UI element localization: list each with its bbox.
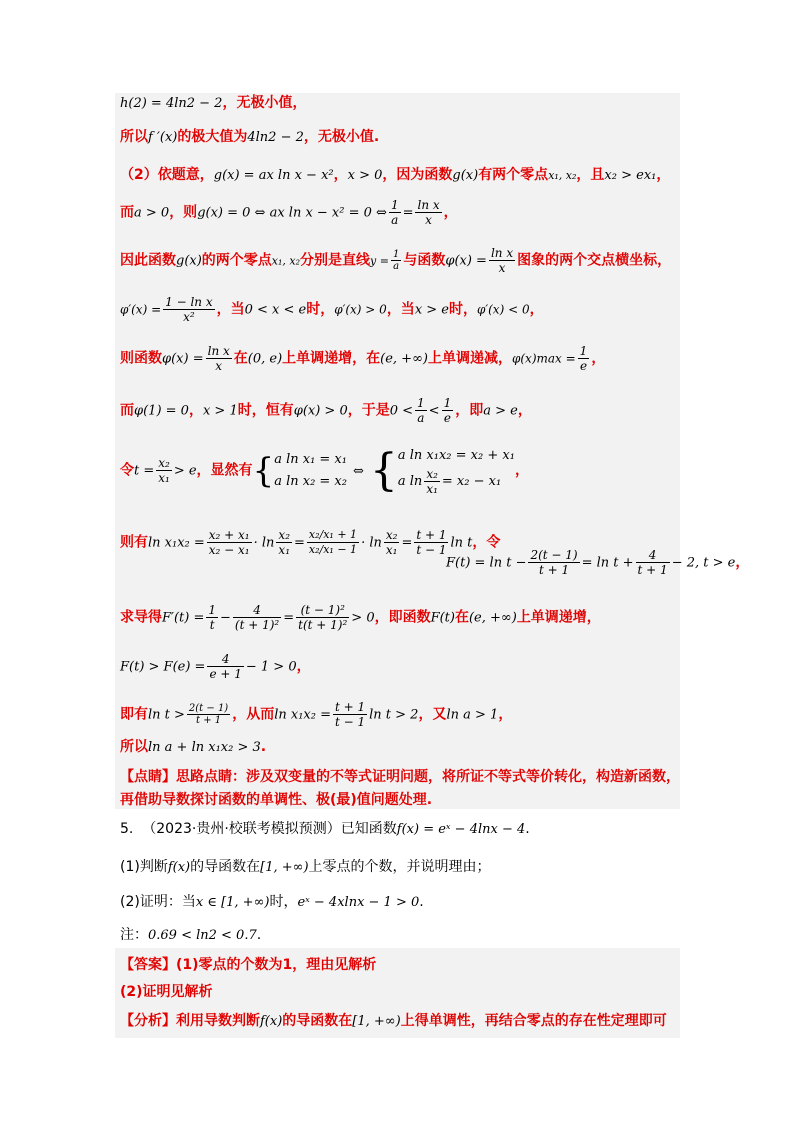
fraction: $\frac{\text{1 − ln x}}{\text{x²}}$	[165, 295, 213, 324]
solution-line-4: 而a > 0，则g(x) = 0 ⇔ ax ln x − x² = 0 ⇔ $\frac{1}{a}$ = $\frac{\text{ln x}}{x}$ ，	[120, 198, 458, 227]
solution-line-3: （2）依题意，g(x) = ax ln x − x²，x > 0，因为函数g(x)有两个零点x₁, x₂，且x₂ > ex₁，	[120, 167, 671, 183]
fraction: $\frac{\text{ln x}}{x}$	[490, 246, 514, 275]
fraction: $\frac{\text{x₂}}{\text{x₁}}$	[385, 528, 398, 557]
fraction: $\frac{4}{\text{(t + 1)²}}$	[234, 603, 280, 632]
solution-line-1: h(2) = 4ln2 − 2，无极小值，	[120, 95, 307, 111]
solution-line-11: 求导得F′(t) = $\frac{1}{t}$ − $\frac{4}{\text{(t + 1)²}}$ = $\frac{\text{(t − 1)²}}{\text{t(t + 1)²}}$ > 0，即函数F(t)在(e, +∞)上单调递增，	[120, 603, 601, 632]
fraction: $\frac{4}{e + 1}$	[209, 652, 242, 681]
fraction: $\frac{1}{t}$	[208, 603, 217, 632]
fraction: $\frac{\text{x₂}}{\text{x₁}}$	[278, 528, 290, 557]
fraction: $\frac{1}{e}$	[443, 396, 452, 425]
equation-system: a ln x₁x₂ = x₂ + x₁ a ln $\frac{\text{x₂}}{\text{x₁}}$ = x₂ − x₁	[397, 448, 515, 496]
fraction: $\frac{2(t - 1)}{t + 1}$	[188, 703, 229, 726]
equation-system: a ln x₁ = x₁ a ln x₂ = x₂	[274, 451, 347, 489]
fraction: $\frac{\text{x₂ + x₁}}{\text{x₂ − x₁}}$	[208, 528, 250, 557]
fraction: $\frac{\text{ln x}}{x}$	[417, 198, 440, 227]
solution-line-14: 所以ln a + ln x₁x₂ > 3.	[120, 739, 267, 755]
fraction: $\frac{\text{ln x}}{x}$	[207, 344, 230, 373]
solution-line-6: φ′(x) = $\frac{\text{1 − ln x}}{\text{x²}}$ ，当0 < x < e时，φ′(x) > 0，当x > e时，φ′(x) < 0，	[120, 295, 544, 324]
fraction: $\frac{2(t - 1)}{t + 1}$	[530, 548, 578, 577]
left-brace: {	[252, 450, 275, 491]
fraction: $\frac{1}{a}$	[392, 249, 400, 272]
solution-line-10: 则有ln x₁x₂ = $\frac{\text{x₂ + x₁}}{\text{x₂ − x₁}}$ · ln $\frac{\text{x₂}}{\text{x₁}}$ = $\frac{\text{x₂/x₁ + 1}}{\text{x₂/x₁ − 1}}$ · ln $\frac{\text{x₂}}{\text{x₁}}$ = $\frac{t + 1}{t - 1}$ ln t，令	[120, 528, 501, 557]
solution-line-5: 因此函数g(x)的两个零点x₁, x₂分别是直线y = $\frac{1}{a}$ 与函数φ(x) = $\frac{\text{ln x}}{x}$ 图象的两个交点横坐标，	[120, 246, 672, 275]
left-brace: {	[369, 444, 398, 496]
solution-line-13: 即有ln t > $\frac{2(t - 1)}{t + 1}$ ，从而ln x₁x₂ = $\frac{t + 1}{t - 1}$ ln t > 2，又ln a > 1，	[120, 700, 513, 729]
comment-line-2: 再借助导数探讨函数的单调性、极(最)值问题处理.	[120, 792, 433, 808]
solution-line-2: 所以f ′(x)的极大值为4ln2 − 2，无极小值.	[120, 129, 380, 145]
solution-line-10-continued: F(t) = ln t − $\frac{2(t - 1)}{t + 1}$ = ln t + $\frac{4}{t + 1}$ − 2, t > e，	[446, 548, 750, 577]
fraction: $\frac{t + 1}{t - 1}$	[335, 700, 366, 729]
compound-fraction: $\frac{\text{x₂/x₁ + 1}}{\text{x₂/x₁ − 1}}$	[308, 528, 358, 556]
solution-line-9: 令t = $\frac{\text{x₂}}{\text{x₁}}$ > e，显然有{ a ln x₁ = x₁ a ln x₂ = x₂ ⇔ { a ln x₁x₂ = x₂ + x₁ a ln $\frac{\text{x₂}}{\text{x₁}}$ = x₂ − x₁ ，	[120, 444, 529, 496]
fraction: $\frac{\text{x₂}}{\text{x₁}}$	[158, 456, 170, 485]
solution-line-7: 则函数φ(x) = $\frac{\text{ln x}}{x}$ 在(0, e)上单调递增，在(e, +∞)上单调递减，φ(x)max = $\frac{1}{e}$ ，	[120, 344, 606, 373]
fraction: $\frac{\text{(t − 1)²}}{\text{t(t + 1)²}}$	[298, 603, 348, 632]
fraction: $\frac{1}{e}$	[579, 344, 588, 373]
answer-line-2: (2)证明见解析	[120, 984, 213, 1000]
analysis-line: 【分析】利用导数判断f(x)的导函数在[1, +∞)上得单调性，再结合零点的存在性定理即可	[120, 1013, 667, 1029]
solution-line-8: 而φ(1) = 0，x > 1时，恒有φ(x) > 0，于是0 < $\frac{1}{a}$ < $\frac{1}{e}$ ，即a > e，	[120, 396, 532, 425]
fraction: $\frac{1}{a}$	[417, 396, 425, 425]
fraction: $\frac{1}{a}$	[390, 198, 399, 227]
solution-line-12: F(t) > F(e) = $\frac{4}{e + 1}$ − 1 > 0，	[120, 652, 311, 681]
problem-statement: 5. （2023·贵州·校联考模拟预测）已知函数f(x) = eˣ − 4lnx − 4.	[120, 821, 530, 837]
problem-question-1: (1)判断f(x)的导函数在[1, +∞)上零点的个数，并说明理由；	[120, 859, 491, 875]
fraction: $\frac{\text{x₂}}{\text{x₁}}$	[426, 467, 438, 496]
answer-line-1: 【答案】(1)零点的个数为1，理由见解析	[120, 957, 377, 973]
fraction: $\frac{t + 1}{t - 1}$	[416, 528, 447, 557]
problem-question-2: (2)证明：当x ∈ [1, +∞)时，eˣ − 4xlnx − 1 > 0.	[120, 894, 424, 910]
problem-note: 注：0.69 < ln2 < 0.7.	[120, 927, 262, 943]
fraction: $\frac{4}{t + 1}$	[637, 548, 668, 577]
comment-line-1: 【点睛】思路点睛：涉及双变量的不等式证明问题，将所证不等式等价转化，构造新函数，	[120, 769, 680, 785]
